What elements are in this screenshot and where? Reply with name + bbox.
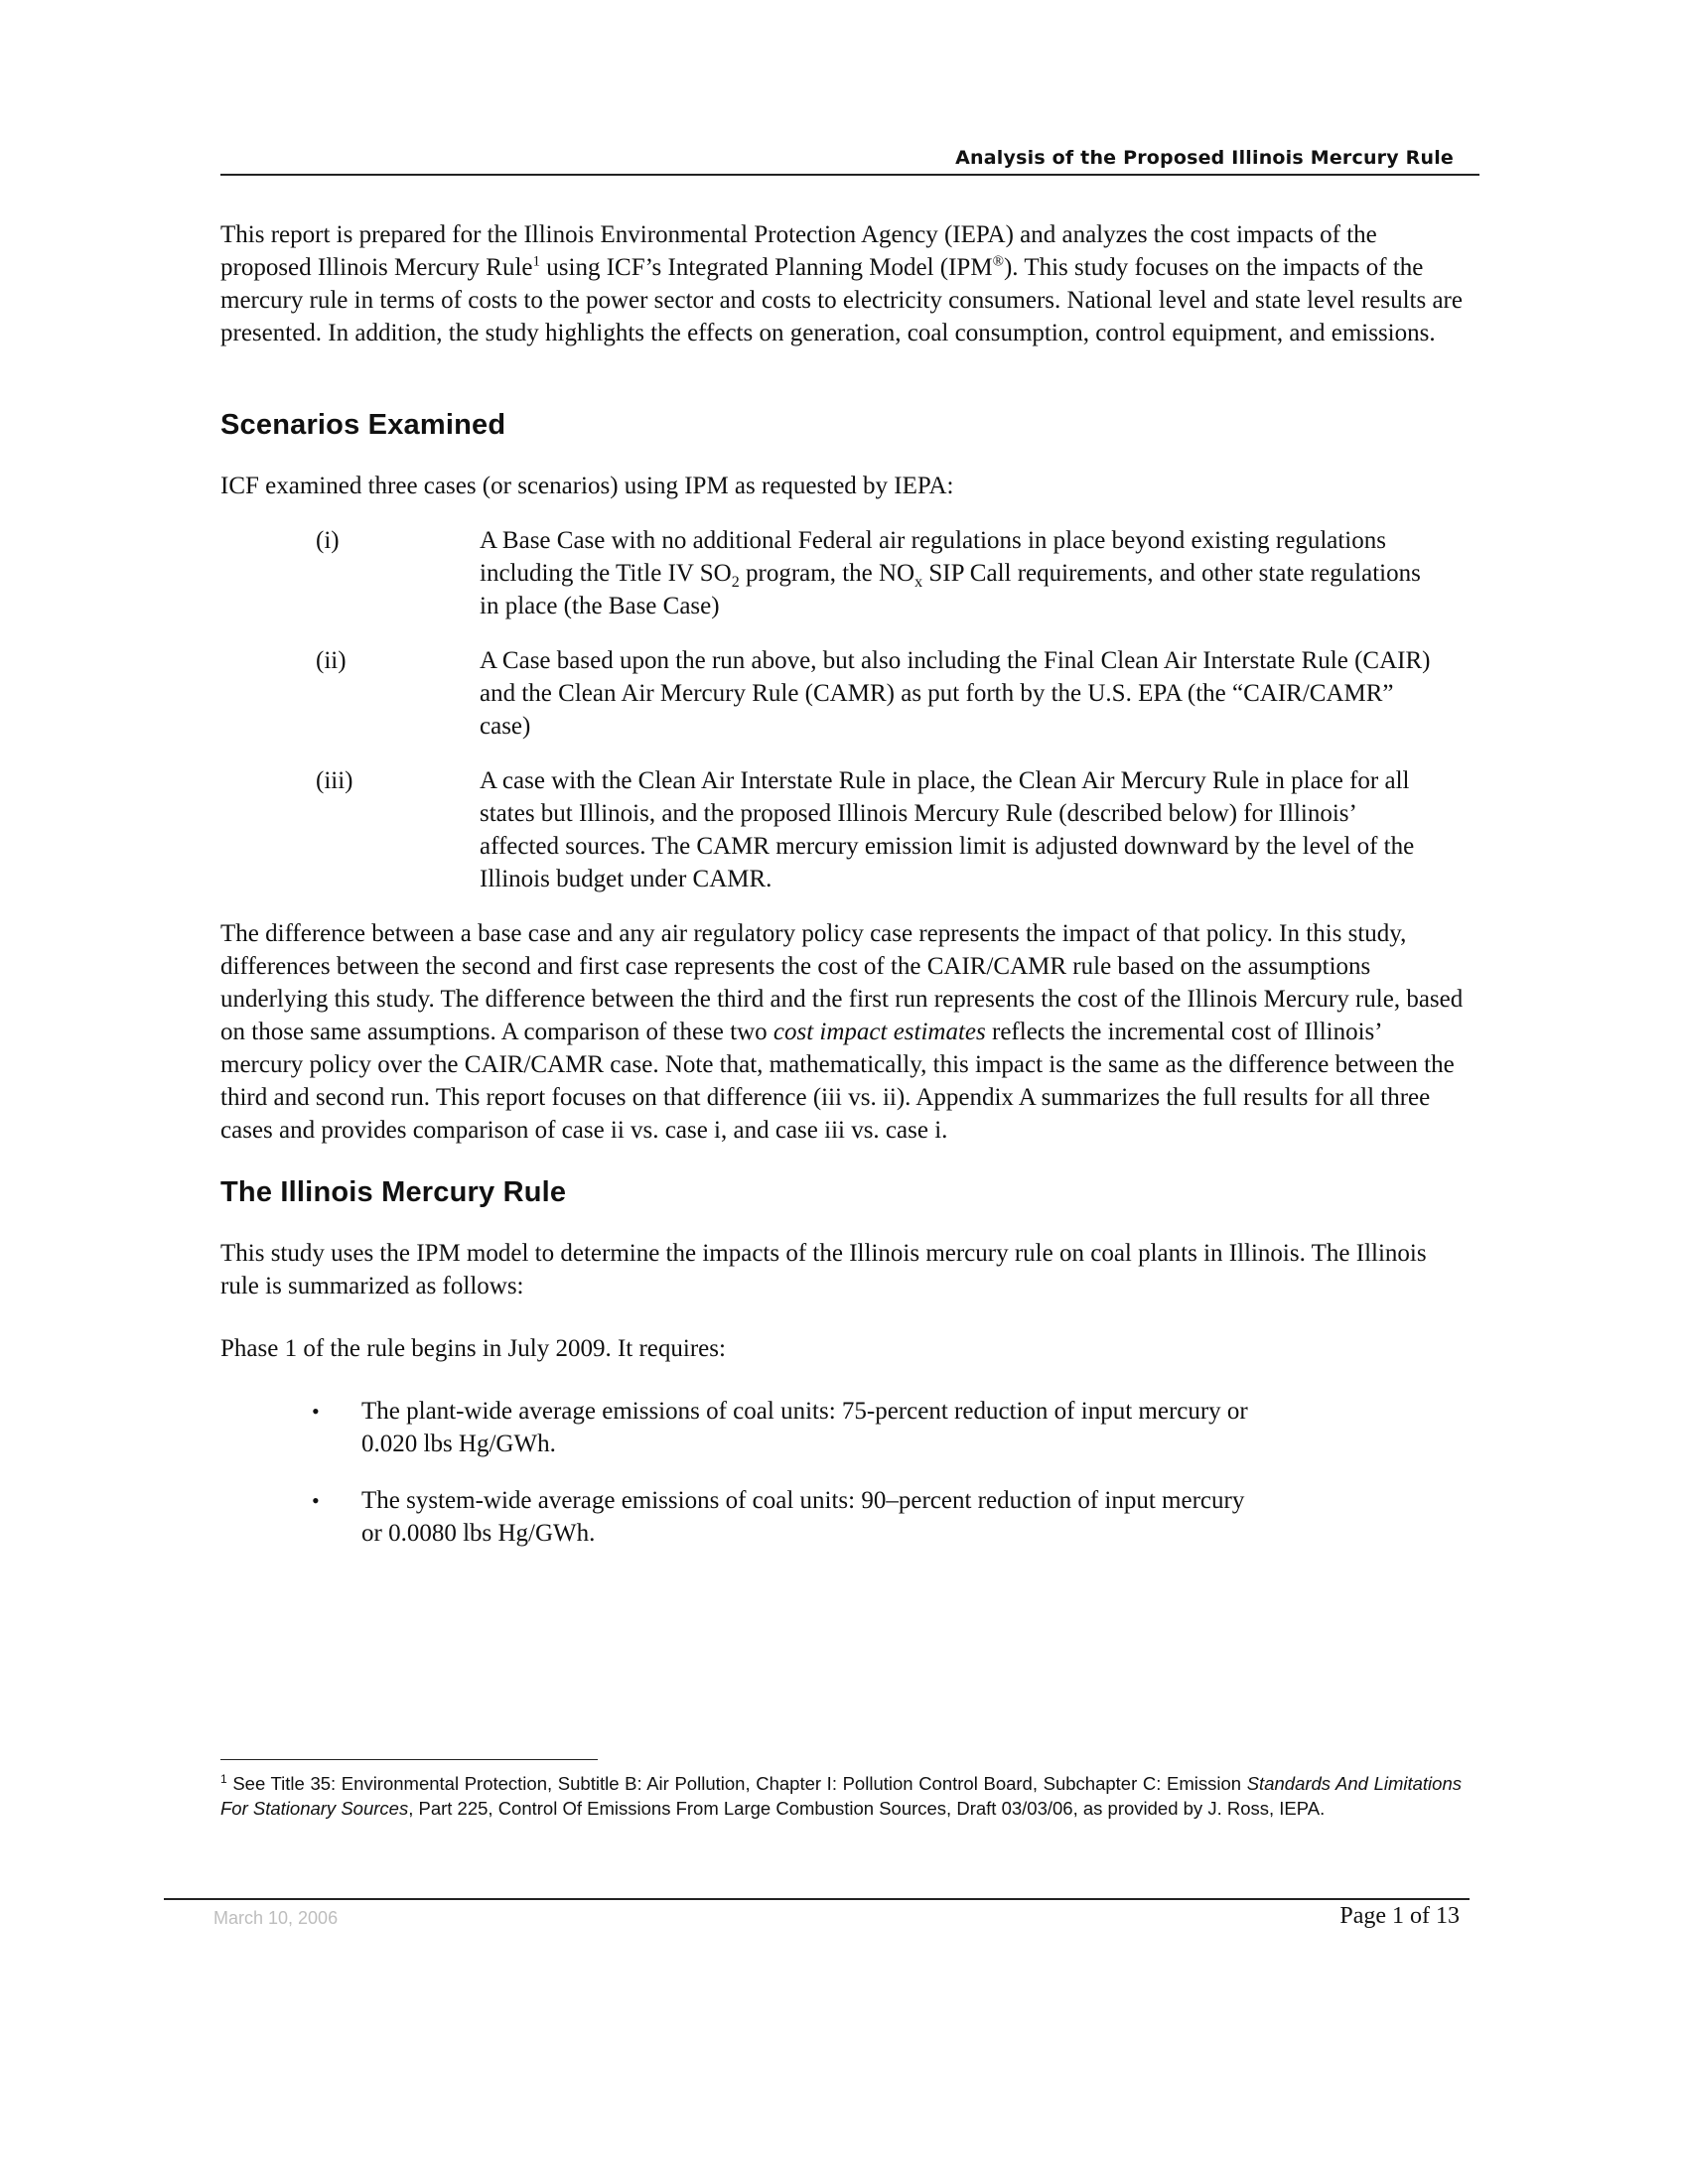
header-rule	[220, 174, 1479, 176]
registered-mark: ®	[992, 253, 1004, 270]
subscript: x	[914, 574, 923, 591]
footnote-reference: 1	[532, 253, 541, 270]
case-number: (i)	[316, 527, 340, 554]
subscript: 2	[731, 574, 740, 591]
bullet-text: The system-wide average emissions of coal units: 90–percent reduction of input mercury or 0.0080 lbs Hg/GWh.	[361, 1487, 1245, 1547]
case-number: (iii)	[316, 767, 353, 794]
section-heading-scenarios: Scenarios Examined	[220, 409, 506, 441]
bullet-item-2	[220, 1484, 1470, 1550]
difference-text-2: reflects the incremental cost of Illinois’ mercury policy over the CAIR/CAMR case. Note that, mathematically, this impact is the same as the difference between the third and second run. This report focuses on that difference (iii vs. ii). Appendix A summarizes the full results for all three cases and provides comparison of case ii vs. case i, and case iii vs. case i.	[220, 1019, 1455, 1144]
intro-text-3: ). This study focuses on the impacts of the mercury rule in terms of costs to the power sector and costs to electricity consumers. National level and state level results are presented. In addition, the study highlights the effects on generation, coal consumption, control equipment, and emissions.	[220, 254, 1463, 346]
section-heading-rule: The Illinois Mercury Rule	[220, 1176, 567, 1208]
footnote-separator	[220, 1759, 598, 1760]
case-text	[480, 524, 1433, 622]
case-text-part: program, the NO	[739, 560, 915, 587]
scenarios-lead: ICF examined three cases (or scenarios) using IPM as requested by IEPA:	[220, 473, 954, 499]
case-item-2	[220, 644, 1470, 743]
case-text: A case with the Clean Air Interstate Rule in place, the Clean Air Mercury Rule in place for all states but Illinois, and the proposed Illinois Mercury Rule (described below) for Illinois’ affected sources. The CAMR mercury emission limit is adjusted downward by the level of the Illinois budget under CAMR.	[480, 767, 1415, 892]
case-item-1	[220, 524, 1470, 622]
bullet-item-1	[220, 1395, 1470, 1460]
footnote-text-1: See Title 35: Environmental Protection, Subtitle B: Air Pollution, Chapter I: Pollution Control Board, Subchapter C: Emission	[226, 1773, 1247, 1794]
footnote-emphasis: Standards And Limitations For Stationary Sources	[220, 1773, 1462, 1819]
page-number: Page 1 of 13	[1339, 1903, 1460, 1929]
intro-text-2: using ICF’s Integrated Planning Model (IPM	[540, 254, 993, 281]
case-text-part: A Base Case with no additional Federal air regulations in place beyond existing regulations including the Title IV SO	[480, 527, 1386, 587]
case-text-part: SIP Call requirements, and other state regulations in place (the Base Case)	[480, 560, 1421, 619]
page-body	[220, 218, 1470, 1573]
footer-rule	[164, 1898, 1470, 1900]
bullet-marker: •	[312, 1399, 320, 1424]
footnote-number: 1	[220, 1771, 227, 1786]
bullet-text: The plant-wide average emissions of coal units: 75-percent reduction of input mercury or 0.020 lbs Hg/GWh.	[361, 1398, 1248, 1457]
case-item-3	[220, 764, 1470, 895]
case-number: (ii)	[316, 647, 347, 674]
case-text: A Case based upon the run above, but also including the Final Clean Air Interstate Rule (CAIR) and the Clean Air Mercury Rule (CAMR) as put forth by the U.S. EPA (the “CAIR/CAMR” case)	[480, 647, 1431, 740]
footnote-text-2: , Part 225, Control Of Emissions From Large Combustion Sources, Draft 03/03/06, as provided by J. Ross, IEPA.	[408, 1798, 1326, 1819]
phase-paragraph: Phase 1 of the rule begins in July 2009. It requires:	[220, 1335, 726, 1362]
intro-paragraph	[220, 218, 1470, 349]
difference-emphasis: cost impact estimates	[772, 1019, 986, 1045]
intro-text-1: This report is prepared for the Illinois Environmental Protection Agency (IEPA) and analyzes the cost impacts of the proposed Illinois Mercury Rule	[220, 221, 1377, 281]
difference-paragraph	[220, 917, 1470, 1147]
rule-paragraph: This study uses the IPM model to determine the impacts of the Illinois mercury rule on coal plants in Illinois. The Illinois rule is summarized as follows:	[220, 1240, 1427, 1299]
difference-text-1: The difference between a base case and any air regulatory policy case represents the impact of that policy. In this study, differences between the second and first case represents the cost of the CAIR/CAMR rule based on the assumptions underlying this study. The difference between the third and the first run represents the cost of the Illinois Mercury rule, based on those same assumptions. A comparison of these two	[220, 920, 1464, 1045]
bullet-marker: •	[312, 1488, 320, 1513]
footnote	[220, 1771, 1462, 1821]
footer-date: March 10, 2006	[213, 1908, 339, 1928]
running-header: Analysis of the Proposed Illinois Mercury Rule	[955, 147, 1454, 169]
